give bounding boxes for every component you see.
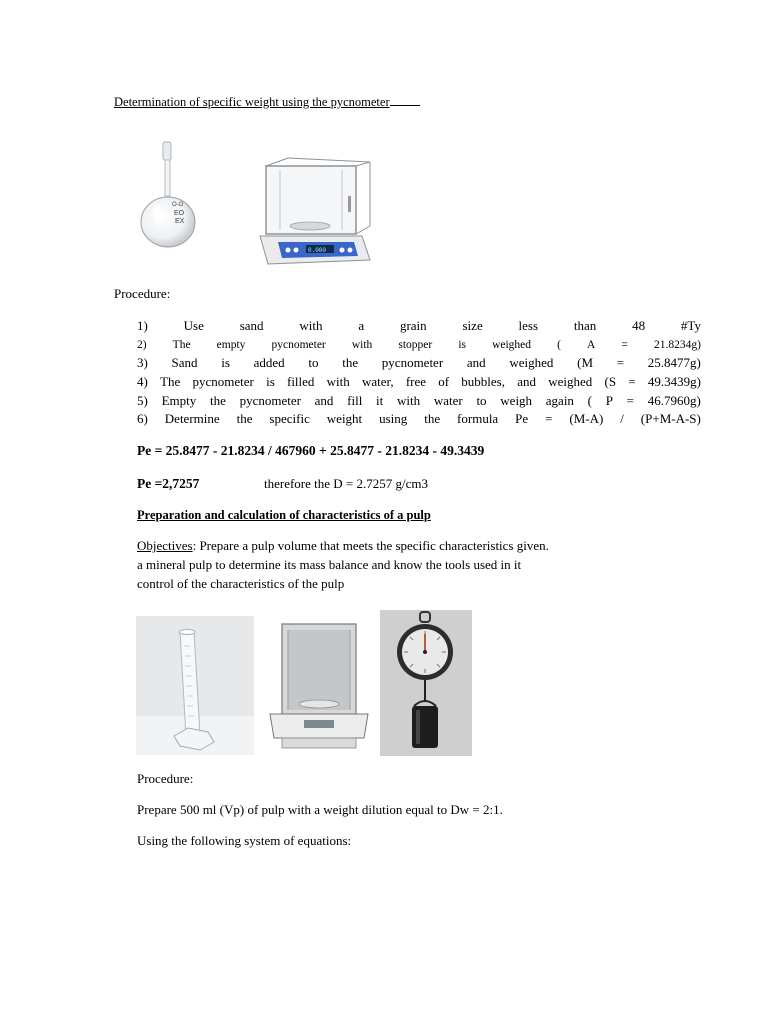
step-word: with bbox=[351, 338, 373, 351]
step-word: to bbox=[308, 355, 319, 371]
step-word: The bbox=[172, 338, 191, 351]
step-word: = bbox=[628, 374, 636, 390]
step-word: specific bbox=[269, 411, 310, 427]
step-word: #Ty bbox=[680, 318, 701, 333]
step-word: 49.3439g) bbox=[647, 374, 701, 390]
step-word: pycnometer bbox=[192, 374, 254, 390]
step-word: water bbox=[433, 392, 463, 408]
step-word: free bbox=[405, 374, 427, 390]
step-word: = bbox=[616, 355, 625, 371]
step-word: fill bbox=[347, 392, 363, 408]
step-word: (M bbox=[577, 355, 593, 371]
step-word: added bbox=[253, 355, 285, 371]
step-word: the bbox=[424, 411, 441, 427]
step-word: weighed bbox=[548, 374, 593, 390]
step-word: Use bbox=[183, 318, 204, 333]
step-word: Determine bbox=[164, 411, 220, 427]
step-word: and bbox=[517, 374, 536, 390]
step-word: with bbox=[326, 374, 350, 390]
step-word: the bbox=[236, 411, 253, 427]
procedure-step bbox=[137, 373, 701, 392]
step-word: (M-A) bbox=[569, 411, 604, 427]
equation-1: Pe = 25.8477 - 21.8234 / 467960 + 25.8477 - 21.8234 - 49.3439 bbox=[137, 443, 485, 458]
step-word: 25.8477g) bbox=[647, 355, 701, 371]
step-word: Sand bbox=[171, 355, 198, 371]
step-word: and bbox=[466, 355, 486, 371]
step-word: it bbox=[376, 392, 384, 408]
objectives-line-1 bbox=[137, 538, 549, 554]
step-word: grain bbox=[399, 318, 427, 333]
step-word: / bbox=[620, 411, 624, 427]
balance-image-2 bbox=[268, 620, 370, 752]
step-word: 4) bbox=[137, 374, 148, 390]
pycnometer-image bbox=[136, 138, 216, 250]
step-word: Pe bbox=[515, 411, 529, 427]
flask-text-2: EO bbox=[174, 210, 185, 217]
step-word: using bbox=[379, 411, 408, 427]
step-word: pycnometer bbox=[271, 338, 326, 351]
step-word: weight bbox=[326, 411, 363, 427]
step-word: ( bbox=[587, 392, 592, 408]
step-word: weighed bbox=[492, 338, 532, 351]
step-word: size bbox=[462, 318, 483, 333]
step-word: weighed bbox=[509, 355, 554, 371]
step-word: ( bbox=[557, 338, 561, 351]
step-word: pycnometer bbox=[239, 392, 301, 408]
step-word: a bbox=[358, 318, 365, 333]
step-word: 48 bbox=[632, 318, 646, 333]
step-word: formula bbox=[457, 411, 499, 427]
result-label: Pe =2,7257 bbox=[137, 476, 200, 491]
procedure-step bbox=[137, 410, 701, 429]
procedure-step bbox=[137, 354, 701, 373]
step-word: bubbles, bbox=[461, 374, 505, 390]
procedure-step bbox=[137, 336, 701, 355]
step-word: less bbox=[518, 318, 539, 333]
step-word: is bbox=[458, 338, 466, 351]
section-title-pulp: Preparation and calculation of characteristics of a pulp bbox=[137, 508, 431, 522]
step-word: weigh bbox=[500, 392, 533, 408]
step-word: 5) bbox=[137, 392, 148, 408]
step-word: P bbox=[605, 392, 613, 408]
step-word: filled bbox=[286, 374, 315, 390]
step-word: 21.8234g) bbox=[654, 338, 701, 351]
procedure-step bbox=[137, 317, 701, 336]
objectives-label: Objectives bbox=[137, 538, 193, 553]
step-word: to bbox=[476, 392, 487, 408]
objectives-line-2: a mineral pulp to determine its mass balance and know the tools used in it bbox=[137, 557, 522, 572]
step-word: 1) bbox=[137, 318, 148, 333]
balance-image-1 bbox=[258, 160, 378, 272]
step-word: 3) bbox=[137, 355, 148, 371]
hanging-scale-image bbox=[380, 610, 472, 756]
procedure-label-1: Procedure: bbox=[114, 286, 171, 301]
step-word: Empty bbox=[161, 392, 197, 408]
step-word: = bbox=[545, 411, 553, 427]
objectives-text: : Prepare a pulp volume that meets the specific characteristics given. bbox=[192, 538, 549, 553]
step-word: water, bbox=[361, 374, 394, 390]
step-word: again bbox=[545, 392, 574, 408]
step-word: with bbox=[299, 318, 323, 333]
flask-text-1: O-O bbox=[172, 202, 184, 208]
balance-display: 0.000 bbox=[308, 247, 327, 254]
step-word: 6) bbox=[137, 411, 148, 427]
step-word: 2) bbox=[137, 338, 147, 351]
page-title: Determination of specific weight using the pycnometer bbox=[114, 95, 420, 110]
procedure-step bbox=[137, 392, 701, 411]
result-text: therefore the D = 2.7257 g/cm3 bbox=[264, 476, 429, 491]
step-word: (P+M-A-S) bbox=[640, 411, 701, 427]
graduated-cylinder-image bbox=[136, 616, 254, 755]
objectives-line-3: control of the characteristics of the pulp bbox=[137, 576, 345, 591]
step-word: the bbox=[342, 355, 359, 371]
step-word: The bbox=[160, 374, 181, 390]
step-word: and bbox=[314, 392, 334, 408]
step-word: of bbox=[438, 374, 450, 390]
procedure-label-2: Procedure: bbox=[137, 771, 194, 786]
step-word: (S bbox=[604, 374, 617, 390]
step-word: = bbox=[621, 338, 628, 351]
procedure-2-text: Prepare 500 ml (Vp) of pulp with a weight dilution equal to Dw = 2:1. bbox=[137, 802, 503, 817]
procedure-steps-list bbox=[137, 317, 701, 429]
flask-text-3: EX bbox=[175, 218, 185, 225]
step-word: than bbox=[573, 318, 597, 333]
step-word: stopper bbox=[398, 338, 433, 351]
step-word: = bbox=[626, 392, 635, 408]
step-word: 46.7960g) bbox=[647, 392, 701, 408]
step-word: A bbox=[587, 338, 596, 351]
step-word: sand bbox=[239, 318, 264, 333]
step-word: empty bbox=[216, 338, 246, 351]
step-word: with bbox=[397, 392, 421, 408]
step-word: pycnometer bbox=[381, 355, 444, 371]
step-word: the bbox=[209, 392, 226, 408]
equations-intro: Using the following system of equations: bbox=[137, 833, 352, 848]
step-word: is bbox=[266, 374, 275, 390]
step-word: is bbox=[221, 355, 230, 371]
